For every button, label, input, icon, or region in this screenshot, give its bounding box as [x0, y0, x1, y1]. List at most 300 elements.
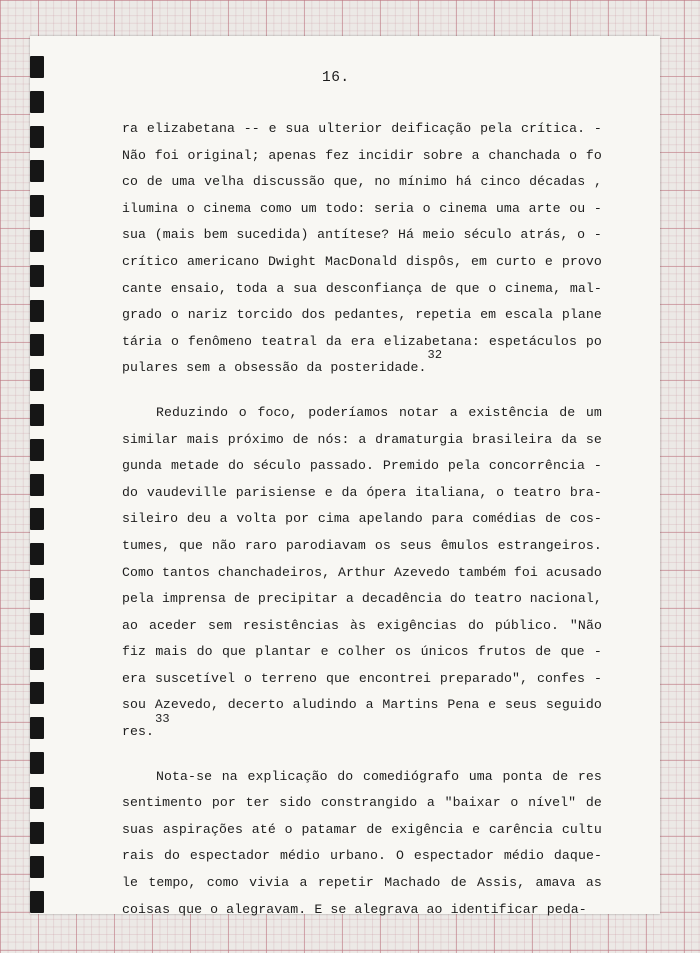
- word: aludindo: [292, 697, 357, 713]
- word: -: [593, 458, 602, 474]
- word: daque-: [553, 848, 602, 864]
- word: a: [365, 697, 374, 713]
- word: explicação: [247, 768, 328, 784]
- text-line: [122, 790, 602, 817]
- word: a: [426, 795, 435, 811]
- word: encontrei: [358, 670, 432, 686]
- word: Não: [122, 147, 147, 163]
- word: por: [211, 795, 236, 811]
- word: Como: [122, 564, 155, 580]
- word: do: [122, 484, 139, 500]
- word: -: [593, 227, 602, 243]
- word: não: [211, 537, 236, 553]
- word: de: [585, 795, 602, 811]
- word: únicos: [420, 644, 469, 660]
- binding-hole: [30, 856, 44, 878]
- word: se: [585, 431, 602, 447]
- word: em: [471, 253, 488, 269]
- word: ópera: [366, 484, 407, 500]
- word: de: [292, 431, 309, 447]
- word: era: [350, 333, 375, 349]
- binding-hole: [30, 508, 44, 530]
- word: estrangeiros.: [497, 537, 602, 553]
- text-line: [122, 302, 602, 329]
- word: por: [285, 511, 310, 527]
- word: sua: [285, 121, 310, 136]
- word: dramaturgia: [375, 431, 464, 447]
- word: Dwight: [268, 253, 317, 269]
- binding-hole: [30, 334, 44, 356]
- word: em: [480, 307, 497, 323]
- paragraph: [122, 400, 602, 746]
- binding-hole: [30, 717, 44, 739]
- word: fo: [585, 147, 602, 163]
- word: Machado: [384, 875, 441, 891]
- word: seus: [504, 697, 538, 713]
- binding-hole: [30, 578, 44, 600]
- text-line: [122, 453, 602, 480]
- binding-hole: [30, 126, 44, 148]
- word: frutos: [477, 644, 527, 660]
- word: chanchadeiros,: [217, 564, 331, 580]
- word: Pena: [447, 697, 480, 713]
- text-line: [122, 400, 602, 427]
- word: -: [593, 644, 602, 660]
- word: o: [422, 200, 431, 216]
- text-line: [122, 817, 602, 844]
- word: cinema: [203, 200, 252, 216]
- word: o: [238, 404, 247, 420]
- word: ponta: [502, 768, 543, 784]
- word: sentimento: [122, 795, 203, 811]
- word: similar: [122, 431, 179, 447]
- line-text: pulares sem a obsessão da posteridade.: [122, 360, 427, 376]
- word: médio: [279, 848, 321, 864]
- word: constrangido: [321, 795, 418, 811]
- word: chanchada: [488, 147, 561, 163]
- word: escala: [504, 307, 554, 323]
- word: fenômeno: [187, 333, 252, 349]
- word: Azevedo: [393, 564, 451, 580]
- word: crítica.: [520, 121, 586, 136]
- word: italiana,: [415, 484, 488, 500]
- word: nariz: [187, 307, 228, 323]
- text-line: [122, 897, 602, 924]
- word: todo:: [325, 200, 366, 216]
- word: foi: [513, 564, 538, 580]
- word: res: [577, 768, 602, 784]
- word: aspirações: [162, 821, 243, 837]
- word: mínimo: [399, 174, 448, 190]
- word: século: [252, 458, 301, 474]
- word: decadência: [361, 591, 442, 607]
- binding-hole: [30, 369, 44, 391]
- word: exigência: [391, 821, 464, 837]
- word: e: [544, 253, 553, 269]
- word: imprensa: [161, 591, 227, 607]
- word: americano: [187, 253, 260, 269]
- word: acusado: [545, 564, 602, 580]
- word: o: [510, 795, 519, 811]
- word: e: [472, 821, 481, 837]
- word: de: [535, 644, 552, 660]
- text-line: [122, 870, 602, 897]
- binding-hole: [30, 648, 44, 670]
- word: ra: [122, 121, 139, 136]
- word: era: [122, 670, 147, 686]
- word: que: [221, 644, 246, 660]
- word: de: [545, 511, 562, 527]
- text-line: [122, 533, 602, 560]
- word: como: [260, 200, 293, 216]
- word: espetáculos: [488, 333, 577, 349]
- word: ensaio,: [170, 280, 227, 296]
- word: -: [593, 670, 602, 686]
- word: uma: [495, 200, 520, 216]
- binding-hole: [30, 230, 44, 252]
- word: exigências: [376, 617, 458, 633]
- word: repetia: [415, 307, 472, 323]
- word: po: [585, 333, 602, 349]
- text-line: [122, 249, 602, 276]
- text-line: [122, 666, 602, 693]
- word: dispôs,: [406, 253, 463, 269]
- word: co: [122, 174, 139, 190]
- word: sua: [293, 280, 318, 296]
- word: desconfiança: [325, 280, 423, 296]
- word: crítico: [122, 253, 179, 269]
- word: do: [449, 591, 466, 607]
- word: toda: [235, 280, 268, 296]
- text-line: [122, 712, 602, 746]
- binding-hole: [30, 300, 44, 322]
- word: mais: [186, 431, 219, 447]
- binding-hole: [30, 891, 44, 913]
- word: foco,: [257, 404, 298, 420]
- word: volta: [236, 511, 277, 527]
- word: resistências: [242, 617, 340, 633]
- binding-hole: [30, 160, 44, 182]
- line-text: res.: [122, 724, 155, 740]
- word: incidir: [357, 147, 415, 163]
- word: há: [455, 174, 472, 190]
- word: curto: [495, 253, 537, 269]
- binding-hole: [30, 543, 44, 565]
- word: arte: [528, 200, 561, 216]
- word: nível": [528, 795, 577, 811]
- body-text: [122, 116, 602, 923]
- word: carência: [488, 821, 554, 837]
- word: ao: [122, 617, 139, 633]
- word: do: [196, 644, 213, 660]
- word: fiz: [122, 644, 147, 660]
- word: comédias: [472, 511, 537, 527]
- word: seria: [373, 200, 415, 216]
- word: do: [227, 458, 244, 474]
- word: sobre: [422, 147, 463, 163]
- word: pela: [480, 121, 513, 136]
- word: deificação: [391, 121, 472, 136]
- word: sou: [122, 697, 147, 713]
- binding-hole: [30, 56, 44, 78]
- word: parodiavam: [285, 537, 366, 553]
- binding-hole: [30, 752, 44, 774]
- word: cinco: [480, 174, 521, 190]
- word: Nota-se: [156, 768, 213, 784]
- word: plantar: [255, 644, 312, 660]
- text-line: [122, 427, 602, 454]
- word: le: [122, 875, 139, 891]
- binding-hole: [30, 195, 44, 217]
- word: o: [577, 227, 586, 243]
- word: médio: [503, 848, 544, 864]
- footnote-ref: 32: [427, 348, 443, 363]
- word: sem: [207, 617, 232, 633]
- word: nacional,: [529, 591, 602, 607]
- text-line: [122, 196, 602, 223]
- word: apelando: [358, 511, 423, 527]
- word: amava: [535, 875, 576, 891]
- word: tantos: [161, 564, 211, 580]
- word: a: [219, 511, 228, 527]
- word: tária: [122, 333, 163, 349]
- text-line: [122, 169, 602, 196]
- word: de: [146, 174, 163, 190]
- word: como: [206, 875, 239, 891]
- text-line: [122, 506, 602, 533]
- text-line: [122, 348, 602, 382]
- word: um: [300, 200, 317, 216]
- word: a: [449, 404, 458, 420]
- word: de: [430, 280, 447, 296]
- word: notar: [398, 404, 440, 420]
- word: do: [467, 617, 484, 633]
- word: e: [320, 644, 329, 660]
- word: para: [431, 511, 464, 527]
- binding-hole: [30, 91, 44, 113]
- binding-hole: [30, 682, 44, 704]
- word: repetir: [317, 875, 374, 891]
- word: de: [366, 821, 383, 837]
- word: parisiense: [235, 484, 316, 500]
- word: aceder: [148, 617, 198, 633]
- word: espectador: [413, 848, 495, 864]
- word: gunda: [122, 458, 163, 474]
- word: na: [221, 768, 238, 784]
- word: de: [450, 875, 467, 891]
- word: concorrência: [488, 458, 585, 474]
- text-line: [122, 116, 602, 143]
- word: Assis,: [477, 875, 526, 891]
- word: pedantes,: [334, 307, 407, 323]
- word: e: [324, 484, 333, 500]
- word: tempo,: [148, 875, 197, 891]
- word: décadas: [529, 174, 586, 190]
- word: torcido: [236, 307, 293, 323]
- word: -: [593, 200, 602, 216]
- word: até: [251, 821, 276, 837]
- word: precipitar: [257, 591, 339, 607]
- paragraph-gap: [122, 746, 602, 764]
- word: sua: [122, 227, 147, 243]
- word: nós:: [317, 431, 350, 447]
- word: e: [488, 697, 497, 713]
- word: mal-: [569, 280, 602, 296]
- word: sucedida): [236, 227, 309, 243]
- word: o: [170, 333, 179, 349]
- word: passado.: [309, 458, 374, 474]
- word: rais: [122, 848, 155, 864]
- word: ou: [569, 200, 586, 216]
- text-line: [122, 560, 602, 587]
- word: meio: [422, 227, 455, 243]
- word: sido: [279, 795, 312, 811]
- paragraph-gap: [122, 382, 602, 400]
- word: MacDonald: [325, 253, 398, 269]
- word: Azevedo,: [154, 697, 219, 713]
- word: que: [455, 280, 480, 296]
- word: bra-: [569, 484, 602, 500]
- text-line: [122, 276, 602, 303]
- word: provo: [561, 253, 602, 269]
- word: um: [585, 404, 602, 420]
- word: "Não: [569, 617, 602, 633]
- word: comediógrafo: [362, 768, 460, 784]
- word: suscetível: [154, 670, 236, 686]
- word: a: [471, 147, 480, 163]
- binding-hole: [30, 787, 44, 809]
- word: teatro: [473, 591, 522, 607]
- word: as: [585, 875, 602, 891]
- word: patamar: [301, 821, 358, 837]
- footnote-ref: 33: [155, 712, 170, 727]
- word: vivia: [249, 875, 290, 891]
- word: no: [374, 174, 391, 190]
- word: apenas: [268, 147, 317, 163]
- word: vaudeville: [146, 484, 227, 500]
- text-line: [122, 329, 602, 356]
- word: o: [569, 147, 578, 163]
- word: cinema: [439, 200, 488, 216]
- word: seguido: [545, 697, 602, 713]
- binding-hole: [30, 613, 44, 635]
- word: (mais: [154, 227, 195, 243]
- word: dos: [301, 307, 326, 323]
- word: uma: [171, 174, 196, 190]
- word: mais: [155, 644, 188, 660]
- word: preparado",: [439, 670, 529, 686]
- word: o: [284, 821, 293, 837]
- word: brasileira: [472, 431, 553, 447]
- paragraph: [122, 764, 602, 924]
- word: Reduzindo: [156, 404, 229, 420]
- word: poderíamos: [308, 404, 389, 420]
- word: de: [559, 404, 576, 420]
- word: pela: [447, 458, 480, 474]
- text-line: [122, 586, 602, 613]
- word: cante: [122, 280, 163, 296]
- word: Há: [398, 227, 415, 243]
- word: velha: [204, 174, 245, 190]
- binding-hole: [30, 474, 44, 496]
- text-line: [122, 613, 602, 640]
- text-line: [122, 143, 602, 170]
- word: elizabetana: [146, 121, 235, 136]
- word: do: [163, 848, 180, 864]
- word: teatral: [260, 333, 317, 349]
- word: -: [593, 121, 602, 136]
- text-line: [122, 480, 602, 507]
- word: original;: [187, 147, 260, 163]
- word: O: [395, 848, 404, 864]
- word: metade: [170, 458, 220, 474]
- word: Arthur: [337, 564, 387, 580]
- word: suas: [122, 821, 155, 837]
- word: existência: [468, 404, 549, 420]
- word: a: [276, 280, 285, 296]
- word: que: [560, 644, 585, 660]
- word: a: [345, 591, 354, 607]
- word: grado: [122, 307, 163, 323]
- word: que,: [333, 174, 366, 190]
- line-text: coisas que o alegravam. E se alegrava ao identificar peda-: [122, 901, 587, 917]
- word: cultu: [561, 821, 602, 837]
- word: ulterior: [318, 121, 383, 136]
- binding-hole: [30, 822, 44, 844]
- word: às: [349, 617, 366, 633]
- word: ter: [245, 795, 270, 811]
- word: cos-: [569, 511, 602, 527]
- word: tumes,: [122, 537, 171, 553]
- word: antítese?: [317, 227, 390, 243]
- word: cinema,: [505, 280, 562, 296]
- word: foi: [154, 147, 179, 163]
- word: da: [561, 431, 578, 447]
- text-line: [122, 843, 602, 870]
- word: decerto: [227, 697, 284, 713]
- word: e: [268, 121, 277, 136]
- word: que: [178, 537, 204, 553]
- word: uma: [468, 768, 493, 784]
- word: bem: [203, 227, 228, 243]
- text-line: [122, 692, 602, 719]
- word: confes: [536, 670, 586, 686]
- text-line: [122, 222, 602, 249]
- word: atrás,: [520, 227, 569, 243]
- word: "baixar: [444, 795, 501, 811]
- word: colher: [337, 644, 386, 660]
- word: discussão: [252, 174, 325, 190]
- binding-hole: [30, 439, 44, 461]
- word: êmulos: [440, 537, 489, 553]
- word: fez: [325, 147, 350, 163]
- word: do: [337, 768, 354, 784]
- binding-hole: [30, 265, 44, 287]
- word: raro: [244, 537, 277, 553]
- binding-holes: [30, 56, 48, 906]
- word: o: [496, 484, 505, 500]
- word: elizabetana:: [383, 333, 480, 349]
- word: público.: [494, 617, 560, 633]
- word: os: [374, 537, 391, 553]
- word: Martins: [382, 697, 439, 713]
- word: próximo: [227, 431, 284, 447]
- word: seus: [399, 537, 432, 553]
- text-line: [122, 764, 602, 791]
- word: ilumina: [122, 200, 179, 216]
- word: terreno: [260, 670, 318, 686]
- text-line: [122, 639, 602, 666]
